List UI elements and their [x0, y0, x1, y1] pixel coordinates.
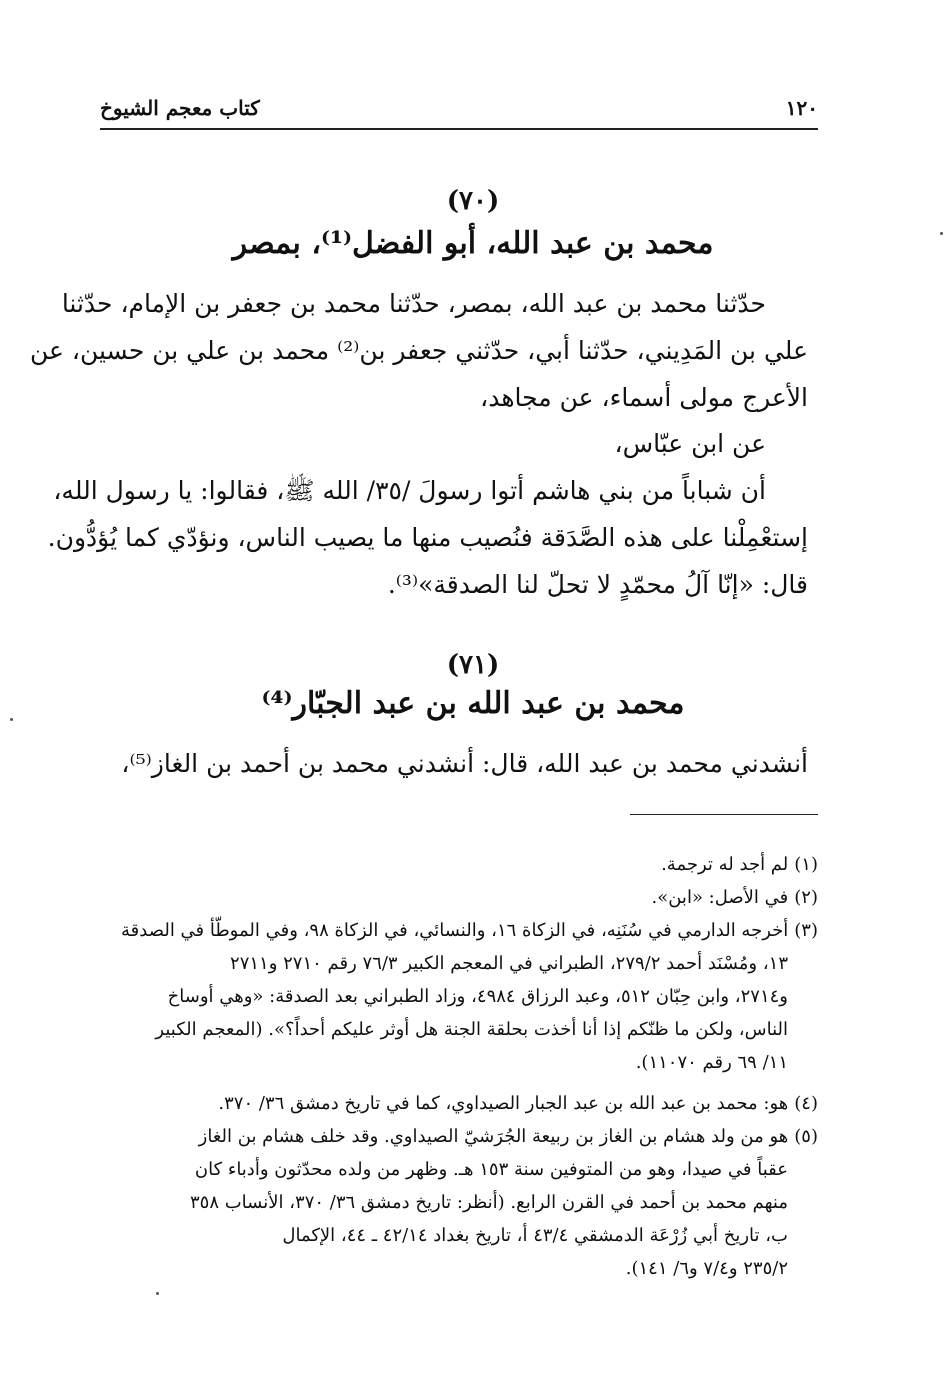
- footnote-text: ٢٣٥/٢ و٧/٤ و٦/ ١٤١).: [625, 1258, 788, 1279]
- entry-title: محمد بن عبد الله، أبو الفضل⁽¹⁾، بمصر: [232, 226, 714, 261]
- entry-number: (٧١): [446, 650, 500, 680]
- footnote-number: (١): [794, 854, 818, 875]
- footnote-text: عقباً في صيدا، وهو من المتوفين سنة ١٥٣ هـ. وظهر من ولده محدّثون وأدباء كان: [194, 1159, 788, 1180]
- footnote-text: هو: محمد بن عبد الله بن عبد الجبار الصيداوي، كما في تاريخ دمشق ٣٦/ ٣٧٠.: [218, 1093, 789, 1114]
- footnote-text: و٢٧١٤، وابن حِبّان ٥١٢، وعبد الرزاق ٤٩٨٤، وزاد الطبراني بعد الصدقة: «وهي أوساخ: [167, 986, 788, 1007]
- scan-speck: [10, 718, 13, 721]
- footnote-text: لم أجد له ترجمة.: [661, 854, 789, 875]
- footnote: [106, 1087, 818, 1120]
- text-line: الأعرج مولى أسماء، عن مجاهد،: [480, 383, 808, 412]
- text-line: عن ابن عبّاس،: [614, 429, 766, 458]
- footnote-number: (٣): [794, 920, 818, 941]
- text-line: أنشدني محمد بن عبد الله، قال: أنشدني محمد بن أحمد بن الغاز⁽⁵⁾،: [121, 749, 808, 778]
- text-line: حدّثنا محمد بن عبد الله، بمصر، حدّثنا محمد بن جعفر بن الإمام، حدّثنا: [61, 289, 766, 318]
- footnote-text: أخرجه الدارمي في سُنَنِه، في الزكاة ١٦، والنسائي، في الزكاة ٩٨، وفي الموطّأ في الصدقة: [121, 920, 789, 941]
- page-number: ١٢٠: [785, 96, 818, 120]
- footnote-text: ١٣، ومُسْنَد أحمد ٢٧٩/٢، الطبراني في المعجم الكبير ٧٦/٣ رقم ٢٧١٠ و٢٧١١: [230, 953, 788, 974]
- footnote: [106, 1120, 818, 1285]
- footnote-text: ب، تاريخ أبي زُرْعَة الدمشقي ٤٣/٤ أ، تاريخ بغداد ٤٢/١٤ ـ ٤٤، الإكمال: [282, 1225, 788, 1246]
- running-title: كتاب معجم الشيوخ: [100, 96, 260, 120]
- footnote-text: الناس، ولكن ما ظنّكم إذا أنا أخذت بحلقة الجنة هل أوثر عليكم أحداً؟». (المعجم الكبير: [155, 1019, 788, 1040]
- footnote-number: (٥): [794, 1126, 818, 1147]
- text-line: أن شباباً من بني هاشم أتوا رسولَ /٣٥/ الله ﷺ، فقالوا: يا رسول الله،: [53, 476, 766, 505]
- text-line: علي بن المَدِيني، حدّثنا أبي، حدّثني جعفر بن⁽²⁾ محمد بن علي بن حسين، عن: [29, 336, 808, 365]
- footnote-text: في الأصل: «ابن».: [651, 887, 789, 908]
- entry-body: [47, 420, 808, 608]
- scan-speck: [156, 1292, 159, 1295]
- footnote: [106, 848, 818, 881]
- footnote: [106, 881, 818, 914]
- entry-body: [96, 740, 808, 787]
- page-header: [100, 92, 818, 126]
- footnote-separator: [630, 814, 818, 815]
- text-line: قال: «إنّا آلُ محمّدٍ لا تحلّ لنا الصدقة»⁽³⁾.: [387, 570, 808, 599]
- footnote-text: هو من ولد هشام بن الغاز بن ربيعة الجُرَشيّ الصيداوي. وقد خلف هشام بن الغاز: [198, 1126, 789, 1147]
- entry-number: (٧٠): [446, 186, 500, 216]
- footnote: [106, 914, 818, 1079]
- scan-speck: [940, 232, 943, 235]
- text-line: إستعْمِلْنا على هذه الصَّدَقة فنُصيب منها ما يصيب الناس، ونؤدّي كما يُؤدُّون.: [47, 523, 808, 552]
- footnote-number: (٢): [794, 887, 818, 908]
- footnote-text: ١١/ ٦٩ رقم ١١٠٧٠).: [635, 1052, 788, 1073]
- entry-title: محمد بن عبد الله بن عبد الجبّار⁽⁴⁾: [261, 686, 685, 721]
- header-rule: [100, 128, 818, 130]
- footnotes: [106, 848, 818, 1285]
- entry-body: [29, 280, 808, 421]
- footnote-text: منهم محمد بن أحمد في القرن الرابع. (أنظر: تاريخ دمشق ٣٦/ ٣٧٠، الأنساب ٣٥٨: [190, 1192, 788, 1213]
- footnote-number: (٤): [794, 1093, 818, 1114]
